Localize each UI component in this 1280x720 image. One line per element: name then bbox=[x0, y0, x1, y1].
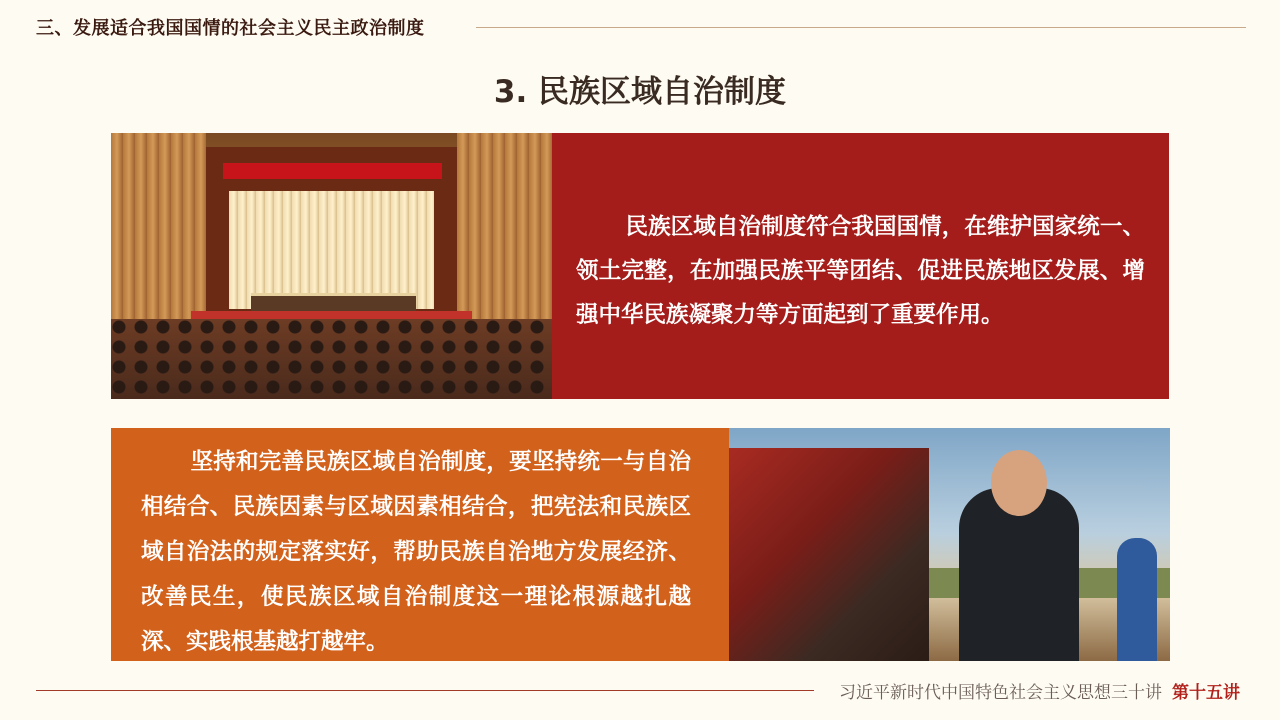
hall-wall-right bbox=[457, 133, 552, 333]
footer bbox=[839, 678, 1240, 703]
footer-lecture-number: 第十五讲 bbox=[1172, 683, 1240, 703]
outdoor-meeting-photo bbox=[729, 428, 1170, 661]
conference-hall-photo bbox=[111, 133, 552, 399]
crowd-group bbox=[729, 448, 929, 661]
slide-title: 3. 民族区域自治制度 bbox=[493, 74, 787, 110]
footer-series-title: 习近平新时代中国特色社会主义思想三十讲 bbox=[839, 683, 1162, 703]
red-text-box bbox=[552, 133, 1169, 399]
leader-head bbox=[991, 450, 1047, 516]
orange-box-paragraph: 坚持和完善民族区域自治制度，要坚持统一与自治相结合、民族因素与区域因素相结合，把宪法和民族区域自治法的规定落实好，帮助民族自治地方发展经济、改善民生，使民族区域自治制度这一理论根源越扎越深、实践根基越打越牢。 bbox=[141, 449, 691, 655]
stage-curtain bbox=[229, 191, 434, 309]
header-divider bbox=[476, 27, 1246, 28]
orange-text-box bbox=[111, 428, 729, 661]
audience-seats bbox=[111, 319, 552, 399]
section-header: 三、发展适合我国国情的社会主义民主政治制度 bbox=[36, 18, 425, 39]
stage-banner bbox=[223, 163, 442, 179]
bystander-figure bbox=[1117, 538, 1157, 661]
hall-wall-left bbox=[111, 133, 206, 333]
red-box-paragraph: 民族区域自治制度符合我国国情，在维护国家统一、领土完整，在加强民族平等团结、促进民族地区发展、增强中华民族凝聚力等方面起到了重要作用。 bbox=[576, 214, 1145, 328]
footer-divider bbox=[36, 690, 814, 691]
